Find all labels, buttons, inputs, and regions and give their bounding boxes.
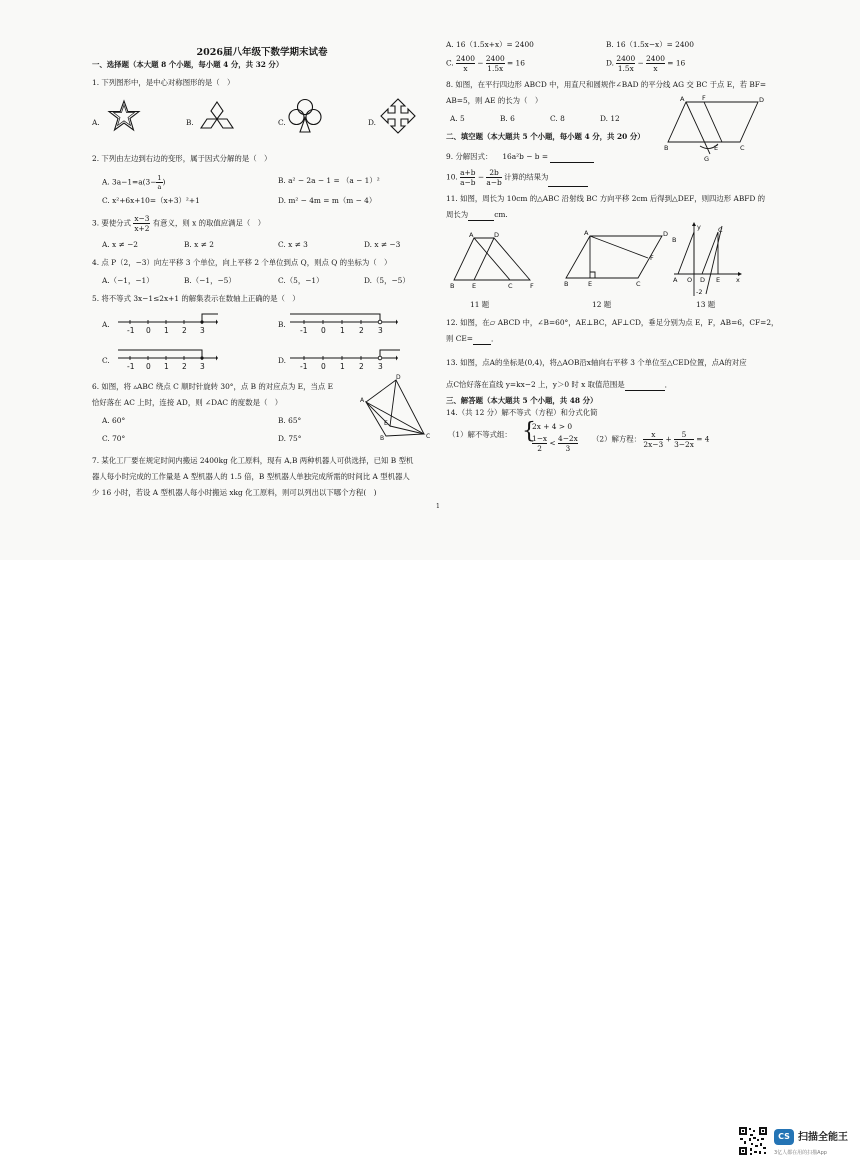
q10-answer-blank[interactable]	[548, 186, 588, 187]
q10-fraction-2-numerator: 2b	[486, 168, 501, 178]
q7c-fraction-1-denominator: x	[463, 64, 468, 73]
tick-label: 3	[200, 326, 205, 335]
q14-part-1-label: （1）解不等式组：	[448, 430, 512, 439]
question-6-line-2: 恰好落在 AC 上时，连接 AD，则 ∠DAC 的度数是（ ）	[92, 398, 283, 407]
q14-sys-fraction-1-denominator: 2	[537, 444, 542, 453]
q7d-minus: −	[637, 58, 644, 68]
q2-option-a	[102, 174, 165, 191]
q14-sys-fraction-1	[532, 434, 547, 453]
q14-eq-fraction-1	[643, 430, 663, 449]
question-8-line-1: 8. 如图，在平行四边形 ABCD 中，用直尺和圆规作∠BAD 的平分线 AG 交 BC 于点 E，若 BF=	[446, 80, 767, 89]
tick-label: 3	[200, 362, 205, 371]
q2a-fraction-numerator: 1	[157, 174, 162, 182]
q3-fraction-numerator: x−3	[134, 214, 150, 223]
q14-eq-fraction-1-denominator: 2x−3	[643, 440, 664, 449]
q4-option-a: A.（−1，−1）	[102, 276, 154, 285]
q12-answer-blank[interactable]	[473, 344, 491, 345]
vertex-label: C	[426, 433, 431, 440]
q8-option-d: D. 12	[600, 114, 620, 123]
vertex-label: B	[380, 435, 385, 442]
tick-label: 0	[146, 362, 151, 371]
vertex-label: A	[360, 397, 365, 404]
q5-number-line-b	[290, 308, 400, 336]
brand-tagline: 3亿人都在用的扫描App	[774, 1150, 827, 1156]
q7d-fraction-2-denominator: x	[653, 64, 658, 73]
q4-option-d: D.（5，−5）	[364, 276, 410, 285]
q14-sys-fraction-2-numerator: 4−2x	[558, 434, 578, 443]
qr-code-icon	[738, 1126, 768, 1156]
tick-label: 0	[321, 326, 326, 335]
q14-sys-less-than: <	[549, 438, 556, 448]
section-answer-heading: 三、解答题（本大题共 5 个小题，共 48 分）	[446, 396, 598, 405]
q2-option-d: D. m² − 4m = m（m − 4）	[278, 196, 377, 205]
q7c-minus: −	[477, 58, 484, 68]
q1-option-d: D.	[368, 118, 377, 127]
q5-number-line-d	[290, 344, 400, 372]
question-3	[92, 214, 265, 233]
q7c-fraction-2-numerator: 2400	[485, 54, 505, 63]
q12-prefix: 则 CE=	[446, 334, 473, 343]
q10-prefix: 10.	[446, 172, 458, 182]
figure-13	[672, 224, 742, 298]
tick-label: 1	[164, 362, 169, 371]
question-13-line-1: 13. 如图，点A的坐标是(0,4)，将△AOB沿x轴向右平移 3 个单位至△CED位置，点A的对应	[446, 358, 747, 367]
four-arrows-figure-icon	[380, 98, 416, 134]
vertex-label: D	[663, 230, 669, 238]
axis-label: C	[718, 226, 723, 234]
q14-sys-fraction-2-denominator: 3	[565, 444, 571, 453]
question-11-line-1: 11. 如图，周长为 10cm 的△ABC 沿射线 BC 方向平移 2cm 后得到△DEF，则四边形 ABFD 的	[446, 194, 766, 203]
tick-label: -1	[127, 326, 135, 335]
q10-suffix: 计算的结果为	[504, 172, 549, 182]
q7d-fraction-1	[616, 54, 635, 73]
exam-title: 2026届八年级下数学期末试卷	[196, 47, 328, 58]
tick-label: 2	[359, 362, 364, 371]
q1-option-b: B.	[186, 118, 194, 127]
question-12-line-1: 12. 如图，在▱ ABCD 中，∠B=60°，AE⊥BC，AF⊥CD，垂足分别为点 E，F，AB=6，CF=2，	[446, 318, 779, 327]
q13-prefix: 点C恰好落在直线 y=kx−2 上，y＞0 时 x 取值范围是	[446, 380, 625, 389]
q7c-prefix: C.	[446, 58, 454, 68]
q5-option-d: D.	[278, 356, 287, 365]
q7c-fraction-1	[456, 54, 475, 73]
vertex-label: F	[650, 254, 654, 262]
figure-11-caption: 11 题	[470, 300, 490, 309]
figure-12	[564, 228, 670, 290]
q13-period: ．	[664, 380, 673, 389]
q7d-fraction-1-numerator: 2400	[616, 54, 636, 63]
vertex-label: B	[564, 280, 569, 288]
q2-option-c: C. x²+6x+10=（x+3）²+1	[102, 196, 200, 205]
q11-prefix: 周长为	[446, 210, 469, 219]
tick-label: 3	[378, 326, 383, 335]
q5-option-b: B.	[278, 320, 286, 329]
question-7-line-1: 7. 某化工厂要在规定时间内搬运 2400kg 化工原料，现有 A,B 两种机器人可供选择，已知 B 型机	[92, 456, 414, 465]
q10-fraction-1-denominator: a−b	[460, 178, 476, 187]
question-11-line-2	[446, 210, 508, 221]
q3-fraction-denominator: x+2	[134, 224, 150, 233]
section-fill-heading: 二、填空题（本大题共 5 个小题，每小题 4 分，共 20 分）	[446, 132, 645, 141]
q10-fraction-1	[460, 168, 475, 187]
q14-eq-fraction-2	[674, 430, 694, 449]
q9-expression: 16a²b − b =	[502, 152, 549, 161]
q5-option-a: A.	[102, 320, 110, 329]
q3-prefix: 3. 要使分式	[92, 218, 131, 228]
q2-option-a-text: A. 3a−1=a(3−	[102, 177, 157, 187]
axis-label: O	[687, 276, 693, 284]
tick-label: 3	[378, 362, 383, 371]
vertex-label: E	[472, 282, 477, 290]
q14-sys-fraction-1-numerator: 1−x	[532, 434, 548, 443]
vertex-label: D	[396, 374, 401, 381]
q14-eq-fraction-2-numerator: 5	[674, 430, 694, 440]
q14-sys-fraction-2	[558, 434, 578, 453]
tick-label: 1	[164, 326, 169, 335]
q7-option-c	[446, 54, 525, 73]
q5-number-line-c	[118, 344, 218, 372]
q6-rotation-figure	[360, 376, 432, 440]
q4-option-b: B.（−1，−5）	[184, 276, 236, 285]
q6-option-c: C. 70°	[102, 434, 126, 443]
mitsubishi-figure-icon	[200, 100, 234, 132]
q11-unit: cm.	[494, 210, 508, 219]
q14-eq-equals: = 4	[696, 434, 710, 444]
tick-label: 2	[182, 326, 187, 335]
q3-option-d: D. x ≠ −3	[364, 240, 401, 249]
question-10	[446, 168, 588, 187]
q14-part-2	[592, 430, 709, 449]
q1-option-a: A.	[92, 118, 100, 127]
question-1: 1. 下列图形中，是中心对称图形的是（ ）	[92, 78, 235, 87]
q8-option-c: C. 8	[550, 114, 565, 123]
star-figure-icon	[108, 100, 140, 132]
tick-label: -1	[300, 362, 308, 371]
q7c-fraction-2-denominator: 1.5x	[487, 64, 504, 73]
q6-option-a: A. 60°	[102, 416, 126, 425]
q7-option-a: A. 16（1.5x+x）= 2400	[446, 40, 534, 49]
q6-option-d: D. 75°	[278, 434, 302, 443]
q3-suffix: 有意义，则 x 的取值应满足（ ）	[152, 218, 266, 228]
question-9	[446, 152, 594, 163]
q2-option-b: B. a² − 2a − 1 = （a − 1）²	[278, 176, 380, 185]
q13-answer-blank[interactable]	[625, 390, 665, 391]
q10-fraction-2-denominator: a−b	[486, 178, 502, 187]
q14-eq-plus: +	[665, 434, 672, 444]
q9-answer-blank[interactable]	[550, 162, 594, 163]
vertex-label: C	[508, 282, 513, 290]
tick-label: -1	[300, 326, 308, 335]
q8-option-b: B. 6	[500, 114, 515, 123]
figure-13-caption: 13 题	[696, 300, 716, 309]
tick-label: 2	[182, 362, 187, 371]
question-13-line-2	[446, 380, 672, 391]
question-5: 5. 将不等式 3x−1≤2x+1 的解集表示在数轴上正确的是（ ）	[92, 294, 300, 303]
axis-label: x	[736, 276, 740, 284]
axis-label: E	[716, 276, 721, 284]
vertex-label: E	[384, 420, 388, 427]
tick-label: 1	[340, 326, 345, 335]
exam-sheet	[0, 0, 860, 560]
camscanner-logo: CS	[774, 1129, 794, 1145]
axis-label: B	[672, 236, 677, 244]
section-choice-heading: 一、选择题（本大题 8 个小题，每小题 4 分，共 32 分）	[92, 60, 284, 69]
tick-label: 1	[340, 362, 345, 371]
system-brace: {	[522, 419, 536, 444]
q11-answer-blank[interactable]	[468, 220, 494, 221]
q12-period: ．	[490, 334, 499, 343]
q14-part-2-label: （2）解方程：	[592, 434, 642, 444]
tick-label: 0	[146, 326, 151, 335]
q14-eq-fraction-1-numerator: x	[643, 430, 663, 440]
axis-label: y	[697, 223, 701, 231]
q5-number-line-a	[118, 308, 218, 336]
tick-label: -1	[127, 362, 135, 371]
vertex-label: D	[494, 231, 500, 239]
vertex-label: A	[584, 229, 589, 237]
question-8-line-2: AB=5，则 AE 的长为（ ）	[446, 96, 543, 105]
q3-option-b: B. x ≠ 2	[184, 240, 214, 249]
vertex-label: D	[759, 96, 765, 104]
q4-option-c: C.（5，−1）	[278, 276, 324, 285]
vertex-label: B	[450, 282, 455, 290]
q10-minus: −	[477, 172, 485, 182]
question-12-line-2	[446, 334, 498, 345]
club-figure-icon	[288, 98, 322, 134]
q7-option-d	[606, 54, 685, 73]
q1-option-c: C.	[278, 118, 286, 127]
vertex-label: A	[680, 95, 685, 103]
q6-option-b: B. 65°	[278, 416, 302, 425]
q7c-equals: = 16	[507, 58, 525, 68]
q2-option-a-closing-paren: )	[162, 177, 166, 187]
figure-11	[450, 230, 554, 290]
q14-system-line-2	[532, 434, 578, 453]
q7d-equals: = 16	[667, 58, 686, 68]
vertex-label: E	[714, 144, 719, 152]
q9-prefix: 9. 分解因式：	[446, 152, 493, 161]
vertex-label: F	[702, 94, 706, 102]
vertex-label: F	[530, 282, 534, 290]
axis-label: -2	[696, 288, 703, 296]
q7d-fraction-1-denominator: 1.5x	[617, 64, 634, 73]
q7c-fraction-1-numerator: 2400	[456, 54, 475, 63]
q3-fraction	[133, 214, 150, 233]
vertex-label: B	[664, 144, 669, 152]
vertex-label: C	[636, 280, 641, 288]
vertex-label: E	[588, 280, 593, 288]
q8-option-a: A. 5	[450, 114, 465, 123]
brand-name: 扫描全能王	[798, 1132, 848, 1143]
figure-12-caption: 12 题	[592, 300, 612, 309]
scan-footer	[0, 560, 860, 1156]
tick-label: 2	[359, 326, 364, 335]
q7c-fraction-2	[486, 54, 505, 73]
vertex-label: A	[469, 231, 474, 239]
tick-label: 0	[321, 362, 326, 371]
q14-system-line-1: 2x + 4 > 0	[532, 422, 573, 431]
q8-parallelogram-figure	[664, 94, 764, 164]
question-7-line-3: 少 16 小时，若设 A 型机器人每小时搬运 xkg 化工原料，则可以列出以下哪个方程( )	[92, 488, 377, 497]
question-6-line-1: 6. 如图，将 ▵ABC 绕点 C 顺时针旋转 30°，点 B 的对应点为 E，当点 E	[92, 382, 333, 391]
axis-label: A	[673, 276, 678, 284]
question-7-line-2: 器人每小时完成的工作量是 A 型机器人的 1.5 倍，B 型机器人单独完成所需的时间比 A 型机器人	[92, 472, 410, 481]
question-4: 4. 点 P（2，−3）向左平移 3 个单位，向上平移 2 个单位到点 Q，则点 Q 的坐标为（ ）	[92, 258, 392, 267]
q7-option-b: B. 16（1.5x−x）= 2400	[606, 40, 694, 49]
axis-label: D	[700, 276, 706, 284]
page-number: 1	[436, 503, 440, 510]
question-2: 2. 下列由左边到右边的变形，属于因式分解的是（ ）	[92, 154, 272, 163]
vertex-label: C	[740, 144, 745, 152]
q2a-fraction-denominator: a	[157, 183, 162, 191]
q5-option-c: C.	[102, 356, 110, 365]
vertex-label: G	[704, 155, 710, 163]
question-14: 14.（共 12 分）解不等式（方程）和分式化简	[446, 408, 598, 417]
q7d-prefix: D.	[606, 58, 615, 68]
q10-fraction-1-numerator: a+b	[460, 168, 476, 177]
q10-fraction-2	[486, 168, 501, 187]
q7d-fraction-2-numerator: 2400	[646, 54, 665, 63]
q3-option-a: A. x ≠ −2	[102, 240, 138, 249]
q14-eq-fraction-2-denominator: 3−2x	[674, 440, 694, 449]
q7d-fraction-2	[646, 54, 665, 73]
q3-option-c: C. x ≠ 3	[278, 240, 308, 249]
